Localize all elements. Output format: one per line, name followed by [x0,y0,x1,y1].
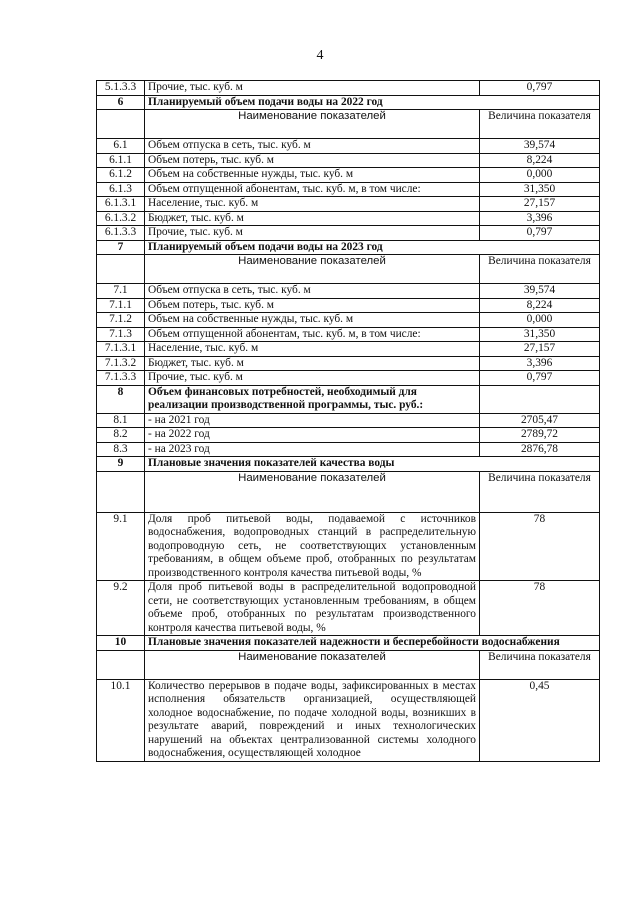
column-header-value: Величина показателя [480,650,600,679]
column-header-name: Наименование показателей [145,255,480,284]
table-row [97,153,600,168]
row-value: 39,574 [480,284,600,299]
row-value: 0,000 [480,313,600,328]
row-label: - на 2022 год [145,428,480,443]
row-value: 0,45 [480,679,600,761]
row-value: 27,157 [480,342,600,357]
row-value: 27,157 [480,197,600,212]
section-number: 8 [97,385,145,413]
section-heading-row [97,240,600,255]
table-row [97,313,600,328]
row-label: - на 2021 год [145,413,480,428]
row-label: Доля проб питьевой воды, подаваемой с источников водоснабжения, водопроводных станций в распределительную водопроводную сеть, не соответствующих установленным требованиям, в общем объеме проб, отобранных по результатам производственного контроля качества питьевой воды, % [145,512,480,581]
row-number: 6.1.3.1 [97,197,145,212]
section-number: 10 [97,636,145,651]
table-row [97,413,600,428]
row-number: 7.1.1 [97,298,145,313]
row-number: 7.1.3.3 [97,371,145,386]
row-number: 6.1.2 [97,168,145,183]
row-number: 9.1 [97,512,145,581]
row-value: 31,350 [480,182,600,197]
page-number: 4 [316,48,324,63]
section-title: Плановые значения показателей качества воды [145,457,600,472]
production-program-table [96,80,600,762]
row-label: Бюджет, тыс. куб. м [145,356,480,371]
row-number: 6.1.3.2 [97,211,145,226]
section-title: Планируемый объем подачи воды на 2022 год [145,95,600,110]
table-row [97,581,600,636]
row-value: 0,000 [480,168,600,183]
row-label: - на 2023 год [145,442,480,457]
table-row [97,342,600,357]
table-row [97,211,600,226]
row-value: 0,797 [480,226,600,241]
table-row [97,327,600,342]
column-header-name: Наименование показателей [145,471,480,512]
row-number: 7.1.3.1 [97,342,145,357]
row-value: 3,396 [480,211,600,226]
section-title: Планируемый объем подачи воды на 2023 год [145,240,600,255]
row-value: 8,224 [480,298,600,313]
column-header-value: Величина показателя [480,471,600,512]
table-row [97,428,600,443]
section-heading-row [97,457,600,472]
row-label: Население, тыс. куб. м [145,197,480,212]
row-number: 6.1.3 [97,182,145,197]
row-label: Прочие, тыс. куб. м [145,81,480,96]
row-value: 3,396 [480,356,600,371]
row-label: Объем отпуска в сеть, тыс. куб. м [145,284,480,299]
row-number: 6.1.3.3 [97,226,145,241]
row-value: 2876,78 [480,442,600,457]
section-number: 6 [97,95,145,110]
row-label: Население, тыс. куб. м [145,342,480,357]
table-row [97,442,600,457]
table-row [97,168,600,183]
table-row [97,298,600,313]
section-heading-row [97,95,600,110]
table-row [97,679,600,761]
table-row [97,139,600,154]
column-header-value: Величина показателя [480,255,600,284]
row-number: 7.1.3.2 [97,356,145,371]
column-header-row [97,110,600,139]
column-header-row [97,650,600,679]
column-header-name: Наименование показателей [145,110,480,139]
row-value: 39,574 [480,139,600,154]
row-value: 0,797 [480,81,600,96]
row-label: Объем потерь, тыс. куб. м [145,153,480,168]
column-header-value: Величина показателя [480,110,600,139]
section-title: Объем финансовых потребностей, необходимый для реализации производственной программы, тыс. руб.: [145,385,480,413]
row-label: Объем отпущенной абонентам, тыс. куб. м, в том числе: [145,327,480,342]
row-value: 2705,47 [480,413,600,428]
row-number: 8.3 [97,442,145,457]
row-label: Доля проб питьевой воды в распределительной водопроводной сети, не соответствующих установленным требованиям, в общем объеме проб, отобранных по результатам производственного контроля качества питьевой воды, % [145,581,480,636]
section-heading-row [97,385,600,413]
row-value: 2789,72 [480,428,600,443]
row-value: 78 [480,512,600,581]
row-label: Объем отпуска в сеть, тыс. куб. м [145,139,480,154]
table-row [97,81,600,96]
row-label: Количество перерывов в подаче воды, зафиксированных в местах исполнения обязательств организацией, осуществляющей холодное водоснабжение, по подаче холодной воды, возникших в результате аварий, повреждений и иных технологических нарушений на объектах централизованной системы холодного водоснабжения, осуществляющей холодное [145,679,480,761]
table-row [97,226,600,241]
column-header-row [97,471,600,512]
section-number: 9 [97,457,145,472]
row-number: 7.1.3 [97,327,145,342]
section-number: 7 [97,240,145,255]
row-number: 6.1.1 [97,153,145,168]
row-number: 7.1 [97,284,145,299]
row-number: 9.2 [97,581,145,636]
row-label: Прочие, тыс. куб. м [145,371,480,386]
row-value: 78 [480,581,600,636]
row-label: Прочие, тыс. куб. м [145,226,480,241]
row-label: Бюджет, тыс. куб. м [145,211,480,226]
row-value: 31,350 [480,327,600,342]
section-title: Плановые значения показателей надежности и бесперебойности водоснабжения [145,636,600,651]
table-row [97,371,600,386]
row-label: Объем на собственные нужды, тыс. куб. м [145,313,480,328]
table-row [97,182,600,197]
column-header-name: Наименование показателей [145,650,480,679]
row-number: 5.1.3.3 [97,81,145,96]
row-value: 8,224 [480,153,600,168]
table-row [97,356,600,371]
table-row [97,284,600,299]
column-header-row [97,255,600,284]
row-value: 0,797 [480,371,600,386]
row-label: Объем на собственные нужды, тыс. куб. м [145,168,480,183]
row-number: 8.1 [97,413,145,428]
row-label: Объем потерь, тыс. куб. м [145,298,480,313]
table-row [97,512,600,581]
row-number: 7.1.2 [97,313,145,328]
row-label: Объем отпущенной абонентам, тыс. куб. м, в том числе: [145,182,480,197]
section-heading-row [97,636,600,651]
row-number: 10.1 [97,679,145,761]
row-number: 6.1 [97,139,145,154]
row-number: 8.2 [97,428,145,443]
table-row [97,197,600,212]
